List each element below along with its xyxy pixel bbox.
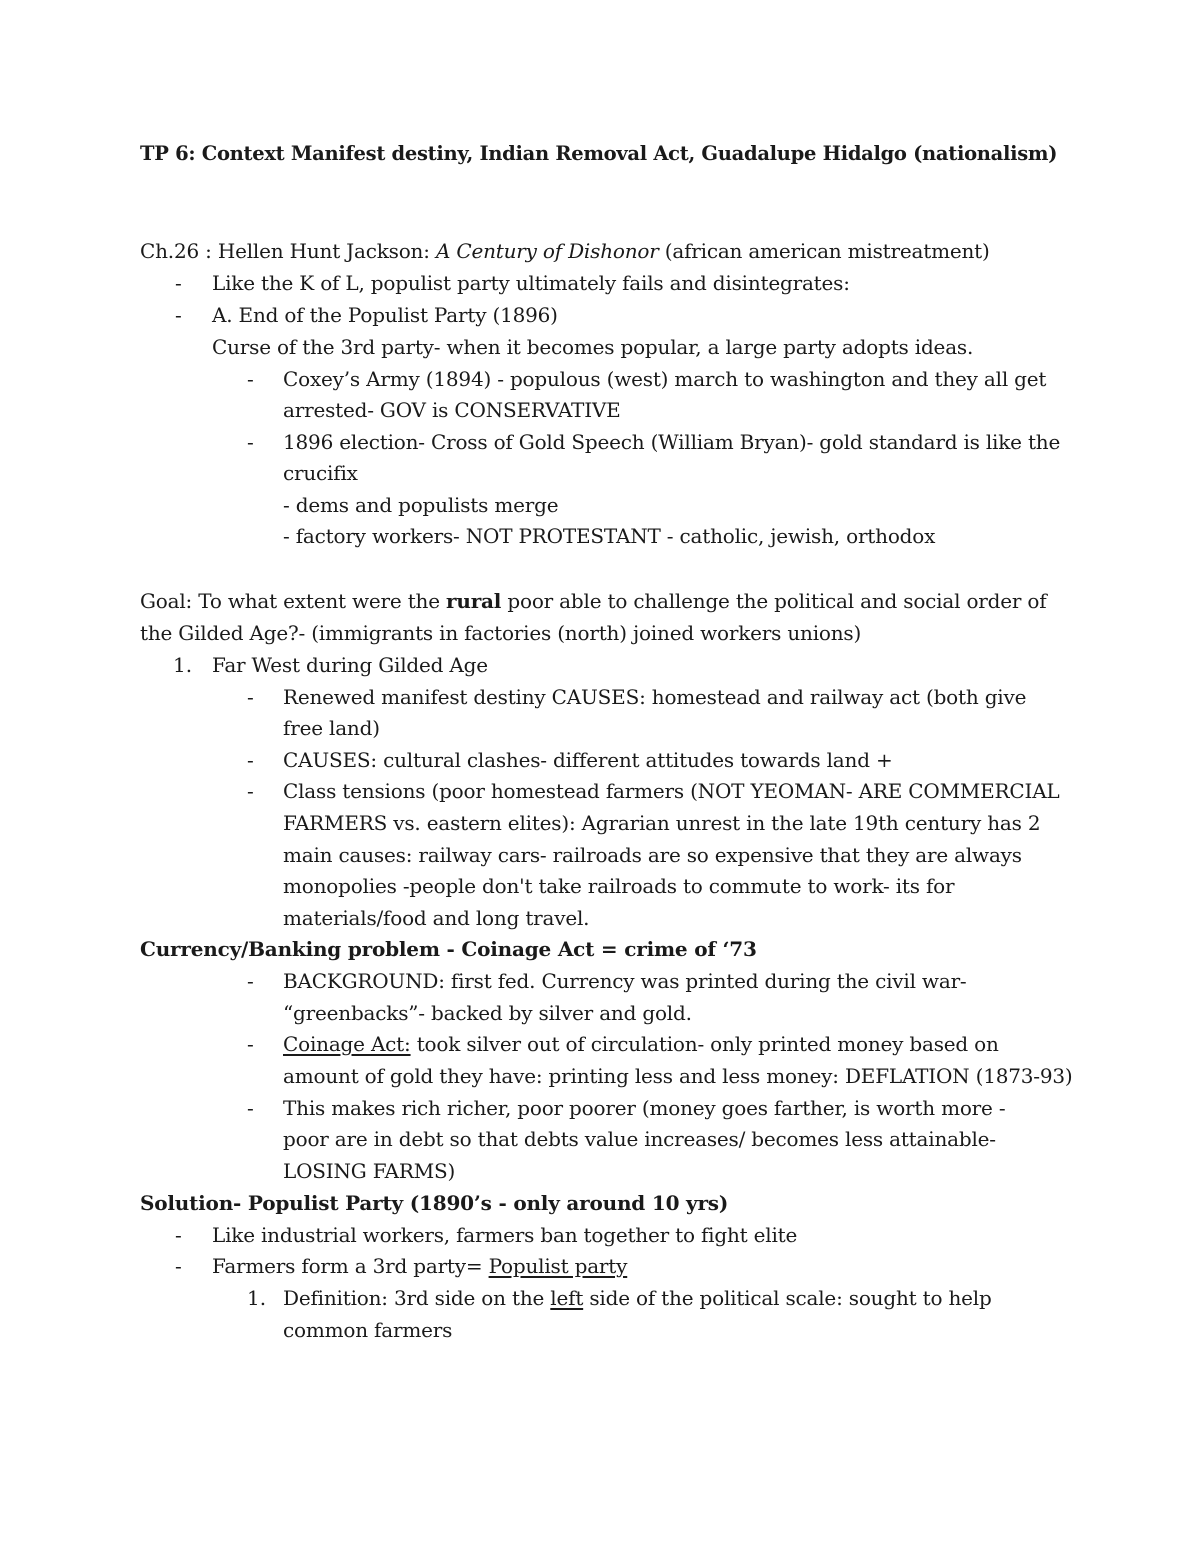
coinage-rest: took silver out of circulation- only printed money based on	[410, 1032, 999, 1056]
coxey-line-2: arrested- GOV is CONSERVATIVE	[283, 398, 621, 422]
list-number: 1.	[247, 1286, 267, 1310]
election-line-2: crucifix	[283, 461, 358, 485]
bullet-dash: -	[247, 1032, 254, 1056]
background-line-1: BACKGROUND: first fed. Currency was printed during the civil war-	[283, 969, 967, 993]
bullet-dash: -	[247, 430, 254, 454]
page-title: TP 6: Context Manifest destiny, Indian Removal Act, Guadalupe Hidalgo (nationalism)	[140, 142, 1058, 165]
far-west-line: Far West during Gilded Age	[212, 653, 488, 677]
bullet-dash: -	[175, 1254, 182, 1278]
chapter-suffix: (african american mistreatment)	[658, 239, 990, 263]
bullet-dash: -	[175, 1223, 182, 1247]
list-number: 1.	[173, 653, 193, 677]
populist-party-underlined: Populist party	[488, 1254, 628, 1278]
goal-line-1	[140, 587, 1046, 615]
coxey-line-1: Coxey’s Army (1894) - populous (west) march to washington and they all get	[283, 367, 1047, 391]
class-line-2: FARMERS vs. eastern elites): Agrarian unrest in the late 19th century has 2	[283, 811, 1041, 835]
currency-heading: Currency/Banking problem - Coinage Act = crime of ‘73	[140, 937, 757, 961]
class-line-1: Class tensions (poor homestead farmers (NOT YEOMAN- ARE COMMERCIAL	[283, 779, 1060, 803]
coinage-line-1	[283, 1030, 999, 1058]
definition-left-underlined: left	[550, 1286, 584, 1310]
solution-heading: Solution- Populist Party (1890’s - only around 10 yrs)	[140, 1191, 729, 1215]
class-line-3: main causes: railway cars- railroads are so expensive that they are always	[283, 843, 1022, 867]
coinage-act-label: Coinage Act:	[283, 1032, 411, 1056]
class-line-5: materials/food and long travel.	[283, 906, 590, 930]
richer-line-1: This makes rich richer, poor poorer (money goes farther, is worth more -	[283, 1096, 1006, 1120]
bullet-dash: -	[247, 969, 254, 993]
definition-line-2: common farmers	[283, 1318, 453, 1342]
book-title: A Century of Dishonor	[435, 239, 659, 263]
background-line-2: “greenbacks”- backed by silver and gold.	[283, 1001, 692, 1025]
definition-text-b: side of the political scale: sought to help	[583, 1286, 992, 1310]
definition-text-a: Definition: 3rd side on the	[283, 1286, 551, 1310]
chapter-prefix: Ch.26 : Hellen Hunt Jackson:	[140, 239, 436, 263]
chapter-line	[140, 237, 990, 265]
industrial-line: Like industrial workers, farmers ban together to fight elite	[212, 1223, 798, 1247]
form-line	[212, 1252, 627, 1280]
merge-line: - dems and populists merge	[283, 493, 559, 517]
election-line-1: 1896 election- Cross of Gold Speech (William Bryan)- gold standard is like the	[283, 430, 1061, 454]
bullet-k-of-l: Like the K of L, populist party ultimately fails and disintegrates:	[212, 271, 850, 295]
richer-line-2: poor are in debt so that debts value increases/ becomes less attainable-	[283, 1127, 996, 1151]
goal-text-a: Goal: To what extent were the	[140, 589, 447, 613]
definition-line-1	[283, 1284, 992, 1312]
bullet-dash: -	[247, 685, 254, 709]
form-text: Farmers form a 3rd party=	[212, 1254, 489, 1278]
curse-line: Curse of the 3rd party- when it becomes popular, a large party adopts ideas.	[212, 335, 974, 359]
bullet-dash: -	[247, 779, 254, 803]
goal-rural: rural	[446, 589, 502, 613]
bullet-dash: -	[175, 303, 182, 327]
manifest-line-2: free land)	[283, 716, 380, 740]
goal-line-2: the Gilded Age?- (immigrants in factories (north) joined workers unions)	[140, 621, 862, 645]
bullet-end-populist: A. End of the Populist Party (1896)	[212, 303, 558, 327]
bullet-dash: -	[247, 367, 254, 391]
coinage-line-2: amount of gold they have: printing less and less money: DEFLATION (1873-93)	[283, 1064, 1073, 1088]
class-line-4: monopolies -people don't take railroads to commute to work- its for	[283, 874, 955, 898]
bullet-dash: -	[247, 1096, 254, 1120]
bullet-dash: -	[247, 748, 254, 772]
richer-line-3: LOSING FARMS)	[283, 1159, 456, 1183]
causes-line: CAUSES: cultural clashes- different attitudes towards land +	[283, 748, 893, 772]
goal-text-b: poor able to challenge the political and social order of	[501, 589, 1047, 613]
factory-line: - factory workers- NOT PROTESTANT - catholic, jewish, orthodox	[283, 524, 936, 548]
manifest-line-1: Renewed manifest destiny CAUSES: homestead and railway act (both give	[283, 685, 1027, 709]
bullet-dash: -	[175, 271, 182, 295]
